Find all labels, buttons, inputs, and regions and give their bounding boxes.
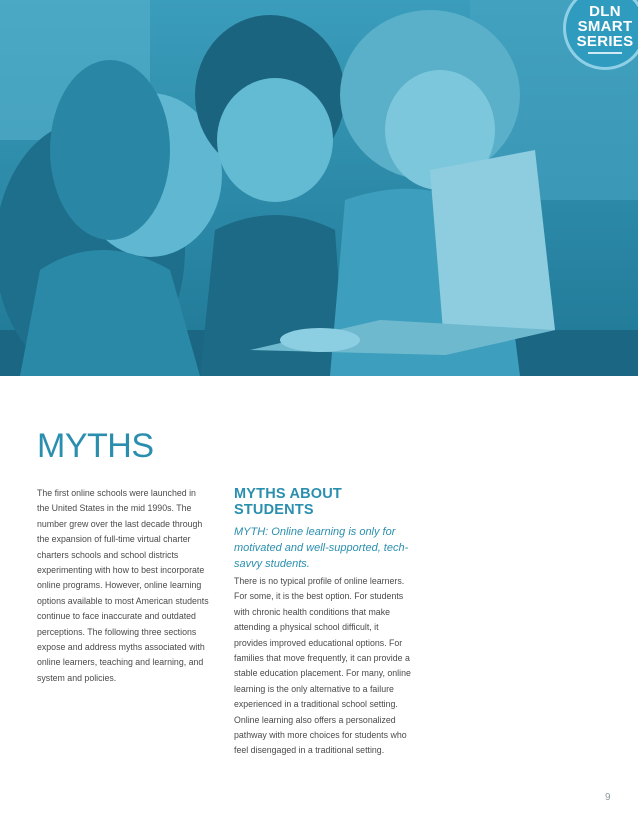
badge-divider [588, 52, 622, 54]
section-title: MYTHS ABOUT STUDENTS [234, 486, 342, 518]
myths-about-students-section [234, 486, 412, 759]
hero-photo [0, 0, 638, 376]
section-body: There is no typical profile of online learners. For some, it is the best option. For students with chronic health conditions that make attending a physical school difficult, it provides improved educational options. For families that move frequently, it can provide a stable education placement. For many, online learning is the only alternative to a failure experienced in a traditional school setting. Online learning also offers a personalized pathway with more choices for students who feel disengaged in a traditional setting. [234, 576, 411, 756]
page-number: 9 [605, 792, 611, 803]
myth-statement: MYTH: Online learning is only for motivated and well-supported, tech-savvy students. [234, 526, 409, 570]
children-laptop-photo [0, 0, 638, 376]
badge-line-2: SMART [577, 18, 633, 35]
badge-line-1: DLN [589, 3, 621, 20]
intro-paragraph: The first online schools were launched in the United States in the mid 1990s. The number grew over the last decade through the expansion of full-time virtual charter charters schools and school districts experimenting with how to best incorporate online programs. However, online learning options available to most American students continue to face inaccurate and outdated perceptions. The following three sections expose and address myths associated with online learners, teaching and learning, and system and policies. [37, 488, 209, 683]
badge-line-3: SERIES [576, 33, 634, 50]
page-heading: MYTHS [37, 427, 154, 465]
